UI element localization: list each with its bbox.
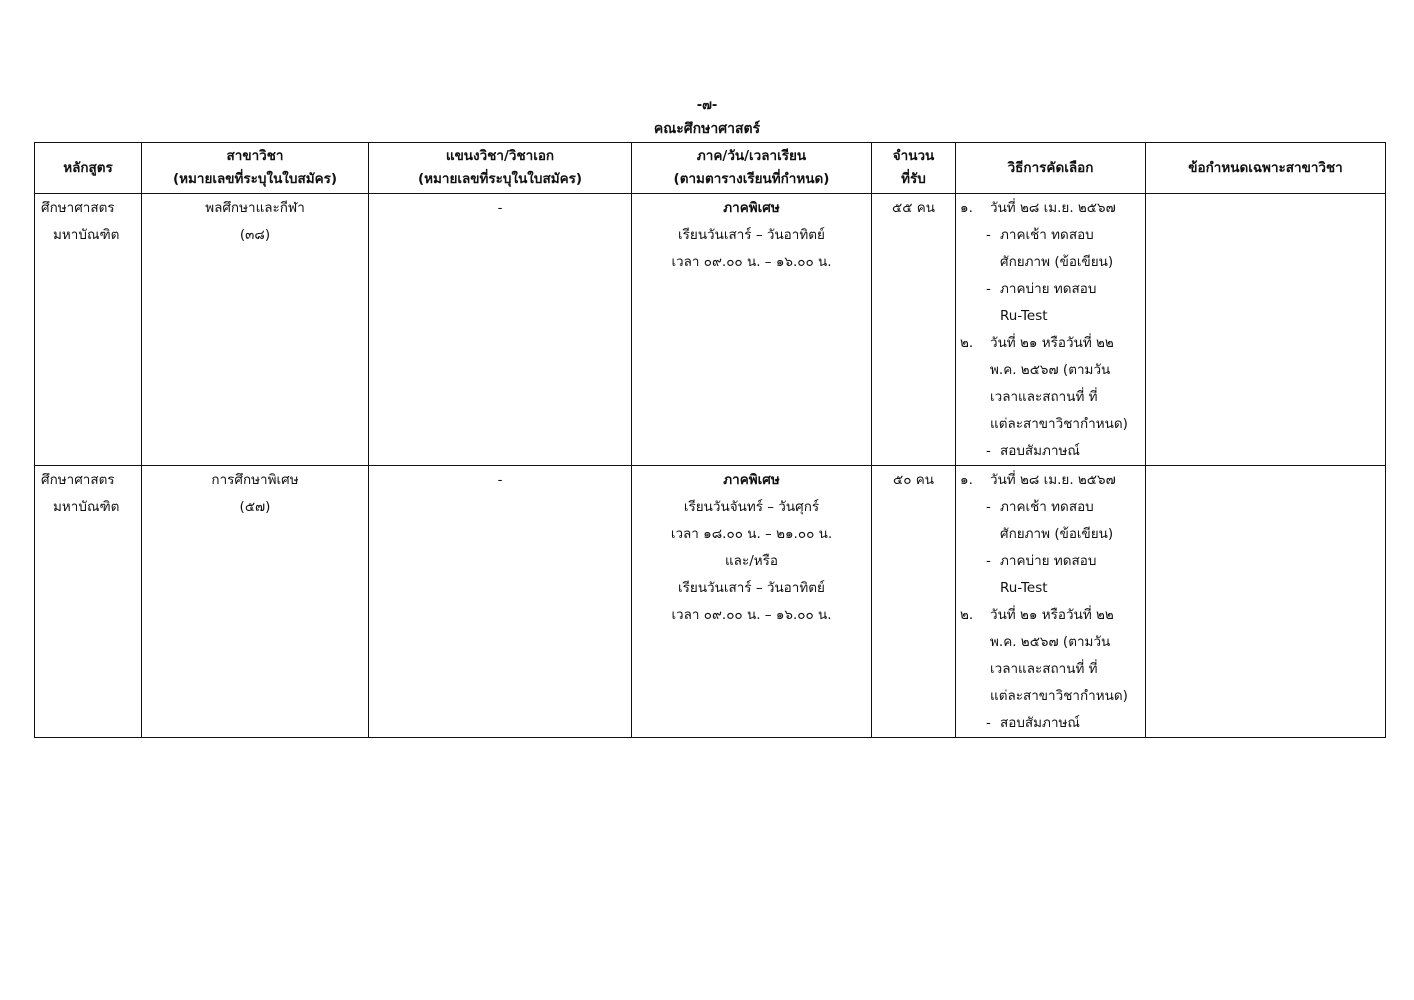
header-major: สาขาวิชา (หมายเลขที่ระบุในใบสมัคร)	[142, 143, 369, 194]
selection-substep: - ภาคเช้า ทดสอบ ศักยภาพ (ข้อเขียน)	[986, 499, 1114, 542]
selection-substep: - ภาคบ่าย ทดสอบ Ru-Test	[986, 281, 1097, 324]
schedule-cell: ภาคพิเศษ เรียนวันจันทร์ – วันศุกร์ เวลา ๑๘.๐๐ น. – ๒๑.๐๐ น. และ/หรือ เรียนวันเสาร์ – วันอาทิตย์ เวลา ๐๙.๐๐ น. – ๑๖.๐๐ น.	[632, 466, 872, 738]
requirements-cell	[1146, 194, 1386, 466]
selection-substep: - สอบสัมภาษณ์	[986, 715, 1080, 731]
header-schedule: ภาค/วัน/เวลาเรียน (ตามตารางเรียนที่กำหนด)	[632, 143, 872, 194]
page-number: -๗-	[696, 98, 718, 113]
branch-cell: -	[369, 194, 632, 466]
selection-step: ๑. วันที่ ๒๘ เม.ย. ๒๕๖๗	[960, 200, 1116, 216]
program-table	[34, 142, 1386, 738]
requirements-cell	[1146, 466, 1386, 738]
program-cell: ศึกษาศาสตร มหาบัณฑิต	[35, 466, 142, 738]
selection-substep: - ภาคบ่าย ทดสอบ Ru-Test	[986, 553, 1097, 596]
table-row	[35, 194, 1386, 466]
header-program: หลักสูตร	[35, 143, 142, 194]
major-cell: การศึกษาพิเศษ (๕๗)	[142, 466, 369, 738]
selection-cell	[956, 194, 1146, 466]
selection-step: ๑. วันที่ ๒๘ เม.ย. ๒๕๖๗	[960, 472, 1116, 488]
program-cell: ศึกษาศาสตร มหาบัณฑิต	[35, 194, 142, 466]
selection-step: ๒. วันที่ ๒๑ หรือวันที่ ๒๒ พ.ค. ๒๕๖๗ (ตามวัน เวลาและสถานที่ ที่ แต่ละสาขาวิชากำหนด)	[960, 607, 1128, 704]
header-selection: วิธีการคัดเลือก	[956, 143, 1146, 194]
selection-substep: - สอบสัมภาษณ์	[986, 443, 1080, 459]
selection-substep: - ภาคเช้า ทดสอบ ศักยภาพ (ข้อเขียน)	[986, 227, 1114, 270]
branch-cell: -	[369, 466, 632, 738]
faculty-title: คณะศึกษาศาสตร์	[653, 121, 761, 137]
header-requirements: ข้อกำหนดเฉพาะสาขาวิชา	[1146, 143, 1386, 194]
header-branch: แขนงวิชา/วิชาเอก (หมายเลขที่ระบุในใบสมัคร)	[369, 143, 632, 194]
schedule-cell: ภาคพิเศษ เรียนวันเสาร์ – วันอาทิตย์ เวลา ๐๙.๐๐ น. – ๑๖.๐๐ น.	[632, 194, 872, 466]
header-row	[35, 143, 1386, 194]
selection-cell	[956, 466, 1146, 738]
header-seats: จำนวน ที่รับ	[872, 143, 956, 194]
seats-cell: ๕๐ คน	[872, 466, 956, 738]
selection-step: ๒. วันที่ ๒๑ หรือวันที่ ๒๒ พ.ค. ๒๕๖๗ (ตามวัน เวลาและสถานที่ ที่ แต่ละสาขาวิชากำหนด)	[960, 335, 1128, 432]
major-cell: พลศึกษาและกีฬา (๓๘)	[142, 194, 369, 466]
seats-cell: ๕๕ คน	[872, 194, 956, 466]
table-row	[35, 466, 1386, 738]
